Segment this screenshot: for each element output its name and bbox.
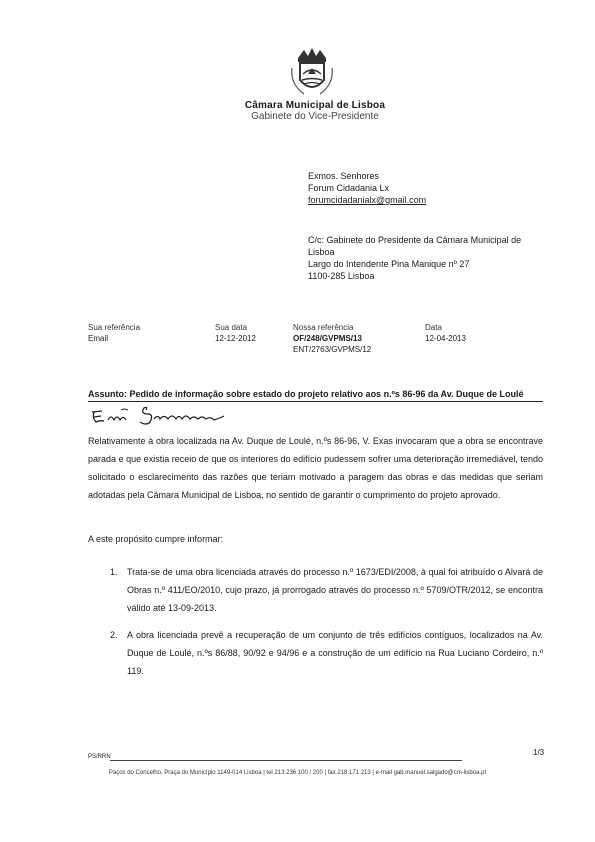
recipient-email-link[interactable]: forumcidadanialx@gmail.com bbox=[308, 195, 427, 205]
ref-date bbox=[425, 322, 466, 344]
list-item-number: 1. bbox=[110, 567, 118, 577]
footer-address: Paços do Concelho, Praça do Município 1149-014 Lisboa | tel 213 236 100 / 200 | fax 218 171 213 | e-mail gab.manuel.salgado@cm-lisboa.pt bbox=[108, 770, 487, 776]
ref-label: Sua referência bbox=[88, 323, 141, 332]
cc-line-1: C/c: Gabinete do Presidente da Câmara Municipal de bbox=[308, 235, 522, 245]
subject-divider bbox=[88, 401, 543, 402]
handwritten-salutation bbox=[88, 404, 248, 428]
list-item bbox=[88, 626, 543, 686]
ref-value: Email bbox=[88, 334, 109, 343]
ref-value: 12-12-2012 bbox=[215, 334, 256, 343]
subject-line bbox=[88, 389, 543, 399]
cc-line-3: Largo do Intendente Pina Manique nº 27 bbox=[308, 259, 470, 269]
list-item-text: A obra licenciada prevê a recuperação de um conjunto de três edifícios contíguos, localizados na Av. Duque de Loulé, n.ºs 86/88, 90/92 e 94/96 e a construção de um edifício na Rua Luciano Cordeiro, n.º 119. bbox=[127, 630, 543, 676]
ref-your-date bbox=[215, 322, 256, 344]
subject-text: Pedido de informação sobre estado do projeto relativo aos n.ºs 86-96 da Av. Duque de Loulé bbox=[129, 389, 524, 399]
ref-label: Sua data bbox=[215, 323, 248, 332]
ref-label: Data bbox=[425, 323, 442, 332]
footer-divider bbox=[110, 760, 462, 761]
ref-value: OF/248/GVPMS/13 bbox=[293, 334, 362, 343]
body-intro: A este propósito cumpre informar: bbox=[88, 534, 224, 544]
ref-our-reference bbox=[293, 322, 371, 355]
cc-line-2: Lisboa bbox=[308, 247, 335, 257]
ref-your-reference bbox=[88, 322, 140, 344]
lisbon-coat-of-arms-icon bbox=[284, 44, 340, 100]
ref-label: Nossa referência bbox=[293, 323, 354, 332]
footer-initials: PS/RRN bbox=[88, 754, 111, 760]
body-paragraph: Relativamente à obra localizada na Av. Duque de Loulé, n.ºs 86-96, V. Exas invocaram que a obra se encontrave parada e que existia receio de que os interiores do edifício pudessem sofrer uma deterioração irremediável, tendo solicitado o esclarecimento das razões que teriam motivado a paragem das obras e das medidas que seriam adotadas pela Câmara Municipal de Lisboa, no sentido de garantir o cumprimento do projeto aprovado. bbox=[88, 436, 543, 500]
cc-line-4: 1100-285 Lisboa bbox=[308, 271, 375, 281]
list-item-number: 2. bbox=[110, 630, 118, 640]
recipient-block bbox=[308, 170, 548, 206]
cc-block bbox=[308, 234, 548, 282]
recipient-salutation: Exmos. Senhores bbox=[308, 171, 380, 181]
ref-value: 12-04-2013 bbox=[425, 334, 466, 343]
organization-name: Câmara Municipal de Lisboa bbox=[244, 100, 386, 111]
subject-label: Assunto: bbox=[88, 389, 127, 399]
recipient-name: Forum Cidadania Lx bbox=[308, 183, 390, 193]
organization-subtitle: Gabinete do Vice-Presidente bbox=[251, 111, 379, 122]
list-item bbox=[88, 563, 543, 623]
list-item-text: Trata-se de uma obra licenciada através do processo n.º 1673/EDI/2008, à qual foi atribuído o Alvará de Obras n.º 411/EO/2010, cujo prazo, já prorrogado através do processo n.º 5709/OTR/2012, se encontra válido até 13-09-2013. bbox=[127, 567, 543, 613]
ref-value: ENT/2763/GVPMS/12 bbox=[293, 345, 372, 354]
page-number: 1/3 bbox=[533, 748, 545, 757]
